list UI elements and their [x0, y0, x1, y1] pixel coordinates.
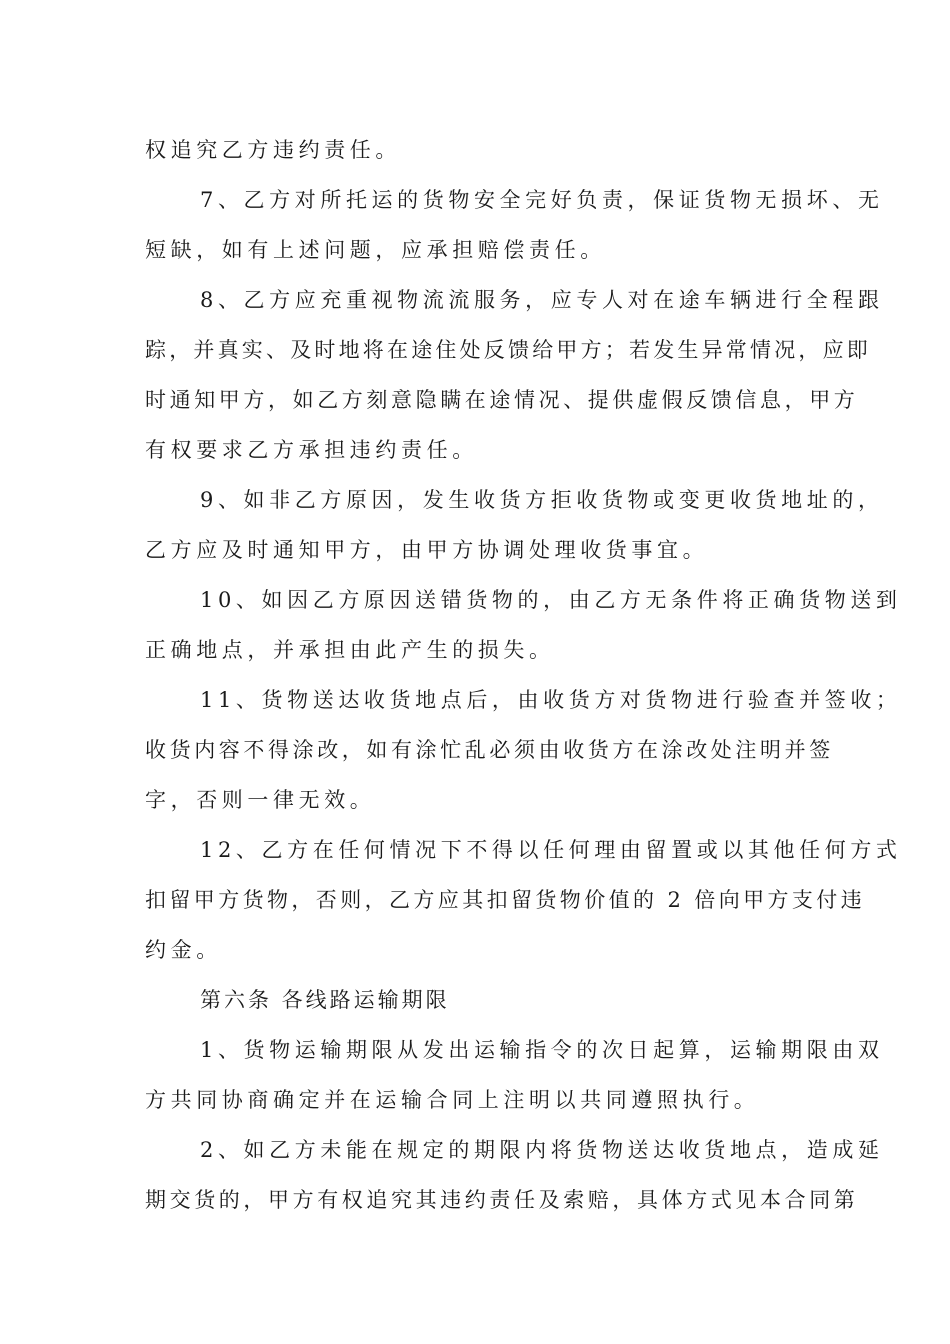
section-heading: 第六条 各线路运输期限 [200, 988, 450, 1012]
clause-11-line-3: 字，否则一律无效。 [145, 788, 376, 812]
clause-11-line-2: 收货内容不得涂改，如有涂忙乱必须由收货方在涂改处注明并签 [145, 738, 834, 762]
clause-9-line-1: 9、如非乙方原因，发生收货方拒收货物或变更收货地址的， [200, 488, 884, 512]
section-6-clause-1-line-2: 方共同协商确定并在运输合同上注明以共同遵照执行。 [145, 1088, 760, 1112]
clause-10-line-1: 10、如因乙方原因送错货物的，由乙方无条件将正确货物送到 [200, 588, 902, 612]
clause-7-line-1: 7、乙方对所托运的货物安全完好负责，保证货物无损坏、无 [200, 188, 884, 212]
clause-8-line-2: 踪，并真实、及时地将在途住处反馈给甲方；若发生异常情况，应即 [145, 338, 871, 362]
section-6-clause-2-line-2: 期交货的，甲方有权追究其违约责任及索赔，具体方式见本合同第 [145, 1188, 859, 1212]
clause-12-line-1: 12、乙方在任何情况下不得以任何理由留置或以其他任何方式 [200, 838, 902, 862]
clause-8-line-4: 有权要求乙方承担违约责任。 [145, 438, 478, 462]
section-6-clause-1-line-1: 1、货物运输期限从发出运输指令的次日起算，运输期限由双 [200, 1038, 884, 1062]
text-line: 权追究乙方违约责任。 [145, 138, 401, 162]
clause-8-line-3: 时通知甲方，如乙方刻意隐瞒在途情况、提供虚假反馈信息，甲方 [145, 388, 859, 412]
clause-8-line-1: 8、乙方应充重视物流流服务，应专人对在途车辆进行全程跟 [200, 288, 884, 312]
clause-12-line-2: 扣留甲方货物，否则，乙方应其扣留货物价值的 2 倍向甲方支付违 [145, 888, 866, 912]
clause-9-line-2: 乙方应及时通知甲方，由甲方协调处理收货事宜。 [145, 538, 709, 562]
clause-12-line-3: 约金。 [145, 938, 222, 962]
clause-11-line-1: 11、货物送达收货地点后，由收货方对货物进行验查并签收； [200, 688, 902, 712]
clause-7-line-2: 短缺，如有上述问题，应承担赔偿责任。 [145, 238, 606, 262]
clause-10-line-2: 正确地点，并承担由此产生的损失。 [145, 638, 555, 662]
section-6-clause-2-line-1: 2、如乙方未能在规定的期限内将货物送达收货地点，造成延 [200, 1138, 884, 1162]
